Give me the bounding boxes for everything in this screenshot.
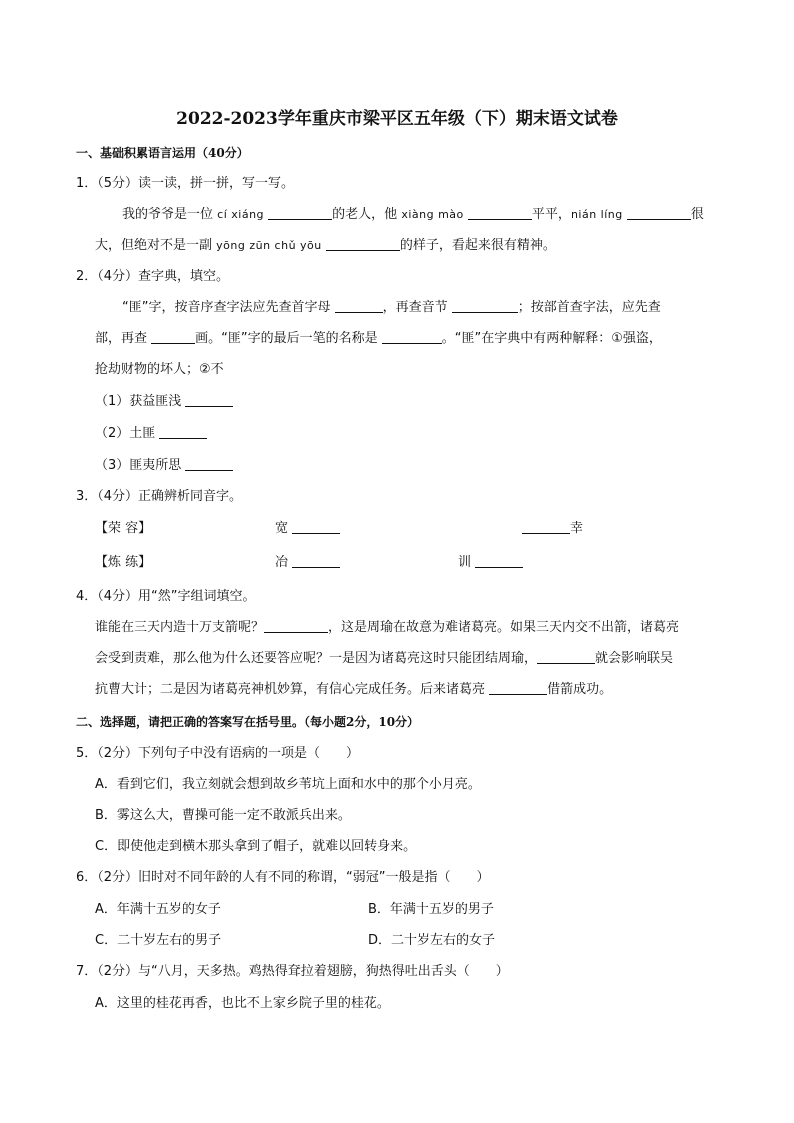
q3-char: 冶: [275, 555, 289, 570]
section-1-title: 一、基础积累语言运用（40分）: [76, 146, 249, 160]
q3-row-1-a: [275, 519, 340, 539]
q4-text: 会受到责难，那么他为什么还要答应呢？一是因为诸葛亮这时只能团结周瑜，: [95, 651, 538, 666]
q6-option-b[interactable]: B．年满十五岁的男子: [368, 902, 494, 917]
q4-heading: 4．（4分）用“然”字组词填空。: [76, 589, 256, 604]
q2-item-1: [95, 392, 233, 412]
q5-option-a[interactable]: A．看到它们，我立刻就会想到故乡苇坑上面和水中的那个小月亮。: [95, 777, 481, 792]
q2-text: ；按部首查字法，应先查: [517, 300, 661, 315]
q2-text: 。“匪”在字典中有两种解释：①强盗，: [441, 331, 662, 346]
q2-line-3: 抢劫财物的坏人；②不: [95, 362, 224, 377]
q3-row-1-b: [522, 519, 583, 539]
answer-blank[interactable]: [151, 329, 195, 344]
answer-blank[interactable]: [468, 205, 532, 220]
page-title: 2022-2023学年重庆市梁平区五年级（下）期末语文试卷: [176, 109, 618, 129]
answer-blank[interactable]: [475, 553, 523, 568]
q6-option-d[interactable]: D．二十岁左右的女子: [368, 933, 496, 948]
q2-heading: 2．（4分）查字典，填空。: [76, 269, 230, 284]
q2-item-text: （3）匪夷所思: [95, 458, 182, 473]
q3-heading: 3．（4分）正确辨析同音字。: [76, 489, 243, 504]
answer-blank[interactable]: [292, 553, 340, 568]
q4-text: 谁能在三天内造十万支箭呢？: [95, 620, 265, 635]
answer-blank[interactable]: [522, 519, 570, 534]
q2-line-2: [95, 329, 662, 349]
answer-blank[interactable]: [627, 205, 691, 220]
answer-blank[interactable]: [326, 236, 400, 251]
q1-text: 大，但绝对不是一副: [95, 238, 213, 253]
q6-heading: 6．（2分）旧时对不同年龄的人有不同的称谓，“弱冠”一般是指（ ）: [76, 870, 490, 885]
pinyin-text: xiàng mào: [401, 208, 464, 221]
q1-text: 的老人，他: [332, 207, 398, 222]
q3-char: 训: [458, 555, 472, 570]
q1-heading: 1．（5分）读一读，拼一拼，写一写。: [76, 176, 295, 191]
answer-blank[interactable]: [185, 456, 233, 471]
q4-text: 借箭成功。: [547, 682, 613, 697]
answer-blank[interactable]: [489, 680, 547, 695]
answer-blank[interactable]: [452, 298, 518, 313]
q2-text: ，再查音节: [382, 300, 448, 315]
q2-item-text: （1）获益匪浅: [95, 394, 182, 409]
q1-text: 平平，: [531, 207, 571, 222]
answer-blank[interactable]: [159, 424, 207, 439]
q7-heading: 7．（2分）与“八月，天多热。鸡热得耷拉着翅膀，狗热得吐出舌头（ ）: [76, 964, 509, 979]
answer-blank[interactable]: [185, 392, 233, 407]
answer-blank[interactable]: [268, 205, 332, 220]
q2-text: 画。“匪”字的最后一笔的名称是: [195, 331, 378, 346]
q2-line-1: [122, 298, 661, 318]
q6-option-a[interactable]: A．年满十五岁的女子: [95, 902, 221, 917]
q2-item-text: （2）土匪: [95, 426, 156, 441]
q5-option-c[interactable]: C．即使他走到横木那头拿到了帽子，就难以回转身来。: [95, 839, 417, 854]
q4-text: 抗曹大计；二是因为诸葛亮神机妙算，有信心完成任务。后来诸葛亮: [95, 682, 486, 697]
q4-text: ，这是周瑜在故意为难诸葛亮。如果三天内交不出箭，诸葛亮: [328, 620, 680, 635]
q1-text: 的样子，看起来很有精神。: [399, 238, 556, 253]
answer-blank[interactable]: [382, 329, 442, 344]
pinyin-text: nián líng: [570, 208, 623, 221]
q3-char: 幸: [570, 521, 584, 536]
answer-blank[interactable]: [264, 618, 328, 633]
q4-line-3: [95, 680, 612, 700]
q4-text: 就会影响联吴: [595, 651, 674, 666]
q1-line-1: [122, 205, 704, 225]
q5-heading: 5．（2分）下列句子中没有语病的一项是（ ）: [76, 746, 360, 761]
answer-blank[interactable]: [537, 649, 595, 664]
q1-text: 很: [690, 207, 704, 222]
q3-row-1-label: 【荣 容】: [95, 521, 152, 536]
q1-line-2: [95, 236, 556, 256]
answer-blank[interactable]: [292, 519, 340, 534]
q2-text: “匪”字，按音序查字法应先查首字母: [122, 300, 331, 315]
pinyin-text: yōng zūn chǔ yōu: [216, 239, 322, 252]
q5-option-b[interactable]: B．雾这么大，曹操可能一定不敢派兵出来。: [95, 808, 351, 823]
pinyin-text: cí xiáng: [217, 208, 265, 221]
q3-char: 宽: [275, 521, 289, 536]
q3-row-2-label: 【炼 练】: [95, 555, 152, 570]
q4-line-2: [95, 649, 673, 669]
q7-option-a[interactable]: A．这里的桂花再香，也比不上家乡院子里的桂花。: [95, 996, 390, 1011]
section-2-title: 二、选择题，请把正确的答案写在括号里。（每小题2分，10分）: [76, 715, 420, 729]
q4-line-1: [95, 618, 679, 638]
q1-text: 我的爷爷是一位: [122, 207, 214, 222]
answer-blank[interactable]: [335, 298, 383, 313]
q3-row-2-b: [458, 553, 523, 573]
q6-option-c[interactable]: C．二十岁左右的男子: [95, 933, 222, 948]
q2-text: 部，再查: [95, 331, 148, 346]
q2-item-3: [95, 456, 233, 476]
q2-item-2: [95, 424, 207, 444]
q3-row-2-a: [275, 553, 340, 573]
